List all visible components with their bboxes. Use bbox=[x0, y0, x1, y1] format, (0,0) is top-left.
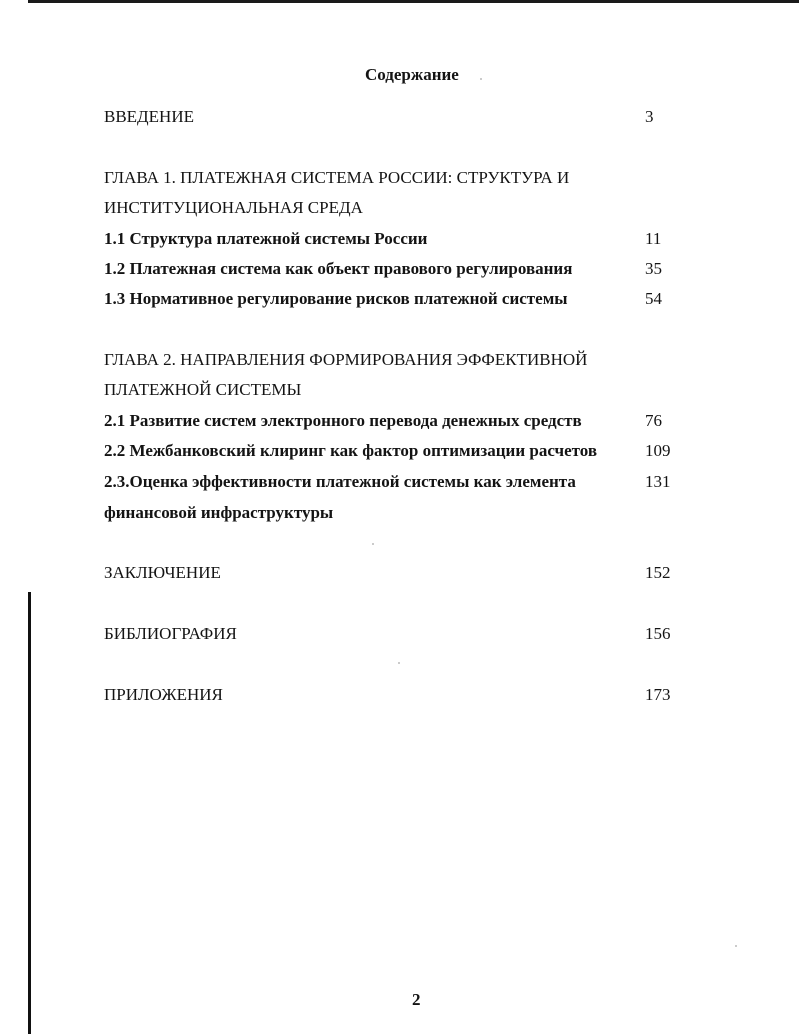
toc-section-1-2-label: 1.2 Платежная система как объект правового регулирования bbox=[104, 259, 573, 278]
page-title: Содержание bbox=[365, 65, 459, 84]
toc-appendices-label: ПРИЛОЖЕНИЯ bbox=[104, 685, 223, 704]
page-number: 2 bbox=[412, 990, 421, 1009]
toc-bibliography-label: БИБЛИОГРАФИЯ bbox=[104, 624, 237, 643]
toc-intro-label: ВВЕДЕНИЕ bbox=[104, 107, 194, 126]
toc-section-2-3-label: 2.3.Оценка эффективности платежной системы как элемента bbox=[104, 472, 576, 491]
toc-section-2-1-page: 76 bbox=[645, 411, 662, 430]
toc-conclusion-label: ЗАКЛЮЧЕНИЕ bbox=[104, 563, 221, 582]
toc-conclusion-page: 152 bbox=[645, 563, 671, 582]
scan-speck bbox=[735, 945, 737, 947]
chapter2-title-line1: ГЛАВА 2. НАПРАВЛЕНИЯ ФОРМИРОВАНИЯ ЭФФЕКТИВНОЙ bbox=[104, 350, 588, 369]
toc-section-1-3-page: 54 bbox=[645, 289, 662, 308]
scan-left-edge bbox=[28, 592, 31, 1034]
toc-section-2-1-label: 2.1 Развитие систем электронного перевода денежных средств bbox=[104, 411, 582, 430]
scan-speck bbox=[398, 662, 400, 664]
toc-section-1-1-page: 11 bbox=[645, 229, 662, 248]
chapter1-title-line2: ИНСТИТУЦИОНАЛЬНАЯ СРЕДА bbox=[104, 198, 363, 217]
scan-speck bbox=[480, 78, 482, 80]
scan-speck bbox=[372, 543, 374, 545]
toc-section-2-2-label: 2.2 Межбанковский клиринг как фактор оптимизации расчетов bbox=[104, 441, 598, 460]
toc-appendices-page: 173 bbox=[645, 685, 671, 704]
toc-intro-page: 3 bbox=[645, 107, 654, 126]
toc-section-2-3-page: 131 bbox=[645, 472, 671, 491]
toc-section-2-2-page: 109 bbox=[645, 441, 671, 460]
chapter2-title-line2: ПЛАТЕЖНОЙ СИСТЕМЫ bbox=[104, 380, 302, 399]
toc-section-1-2-page: 35 bbox=[645, 259, 662, 278]
toc-section-2-3-label-cont: финансовой инфраструктуры bbox=[104, 503, 334, 522]
toc-bibliography-page: 156 bbox=[645, 624, 671, 643]
toc-section-1-3-label: 1.3 Нормативное регулирование рисков платежной системы bbox=[104, 289, 568, 308]
chapter1-title-line1: ГЛАВА 1. ПЛАТЕЖНАЯ СИСТЕМА РОССИИ: СТРУКТУРА И bbox=[104, 168, 570, 187]
scan-top-edge bbox=[28, 0, 799, 3]
toc-section-1-1-label: 1.1 Структура платежной системы России bbox=[104, 229, 428, 248]
